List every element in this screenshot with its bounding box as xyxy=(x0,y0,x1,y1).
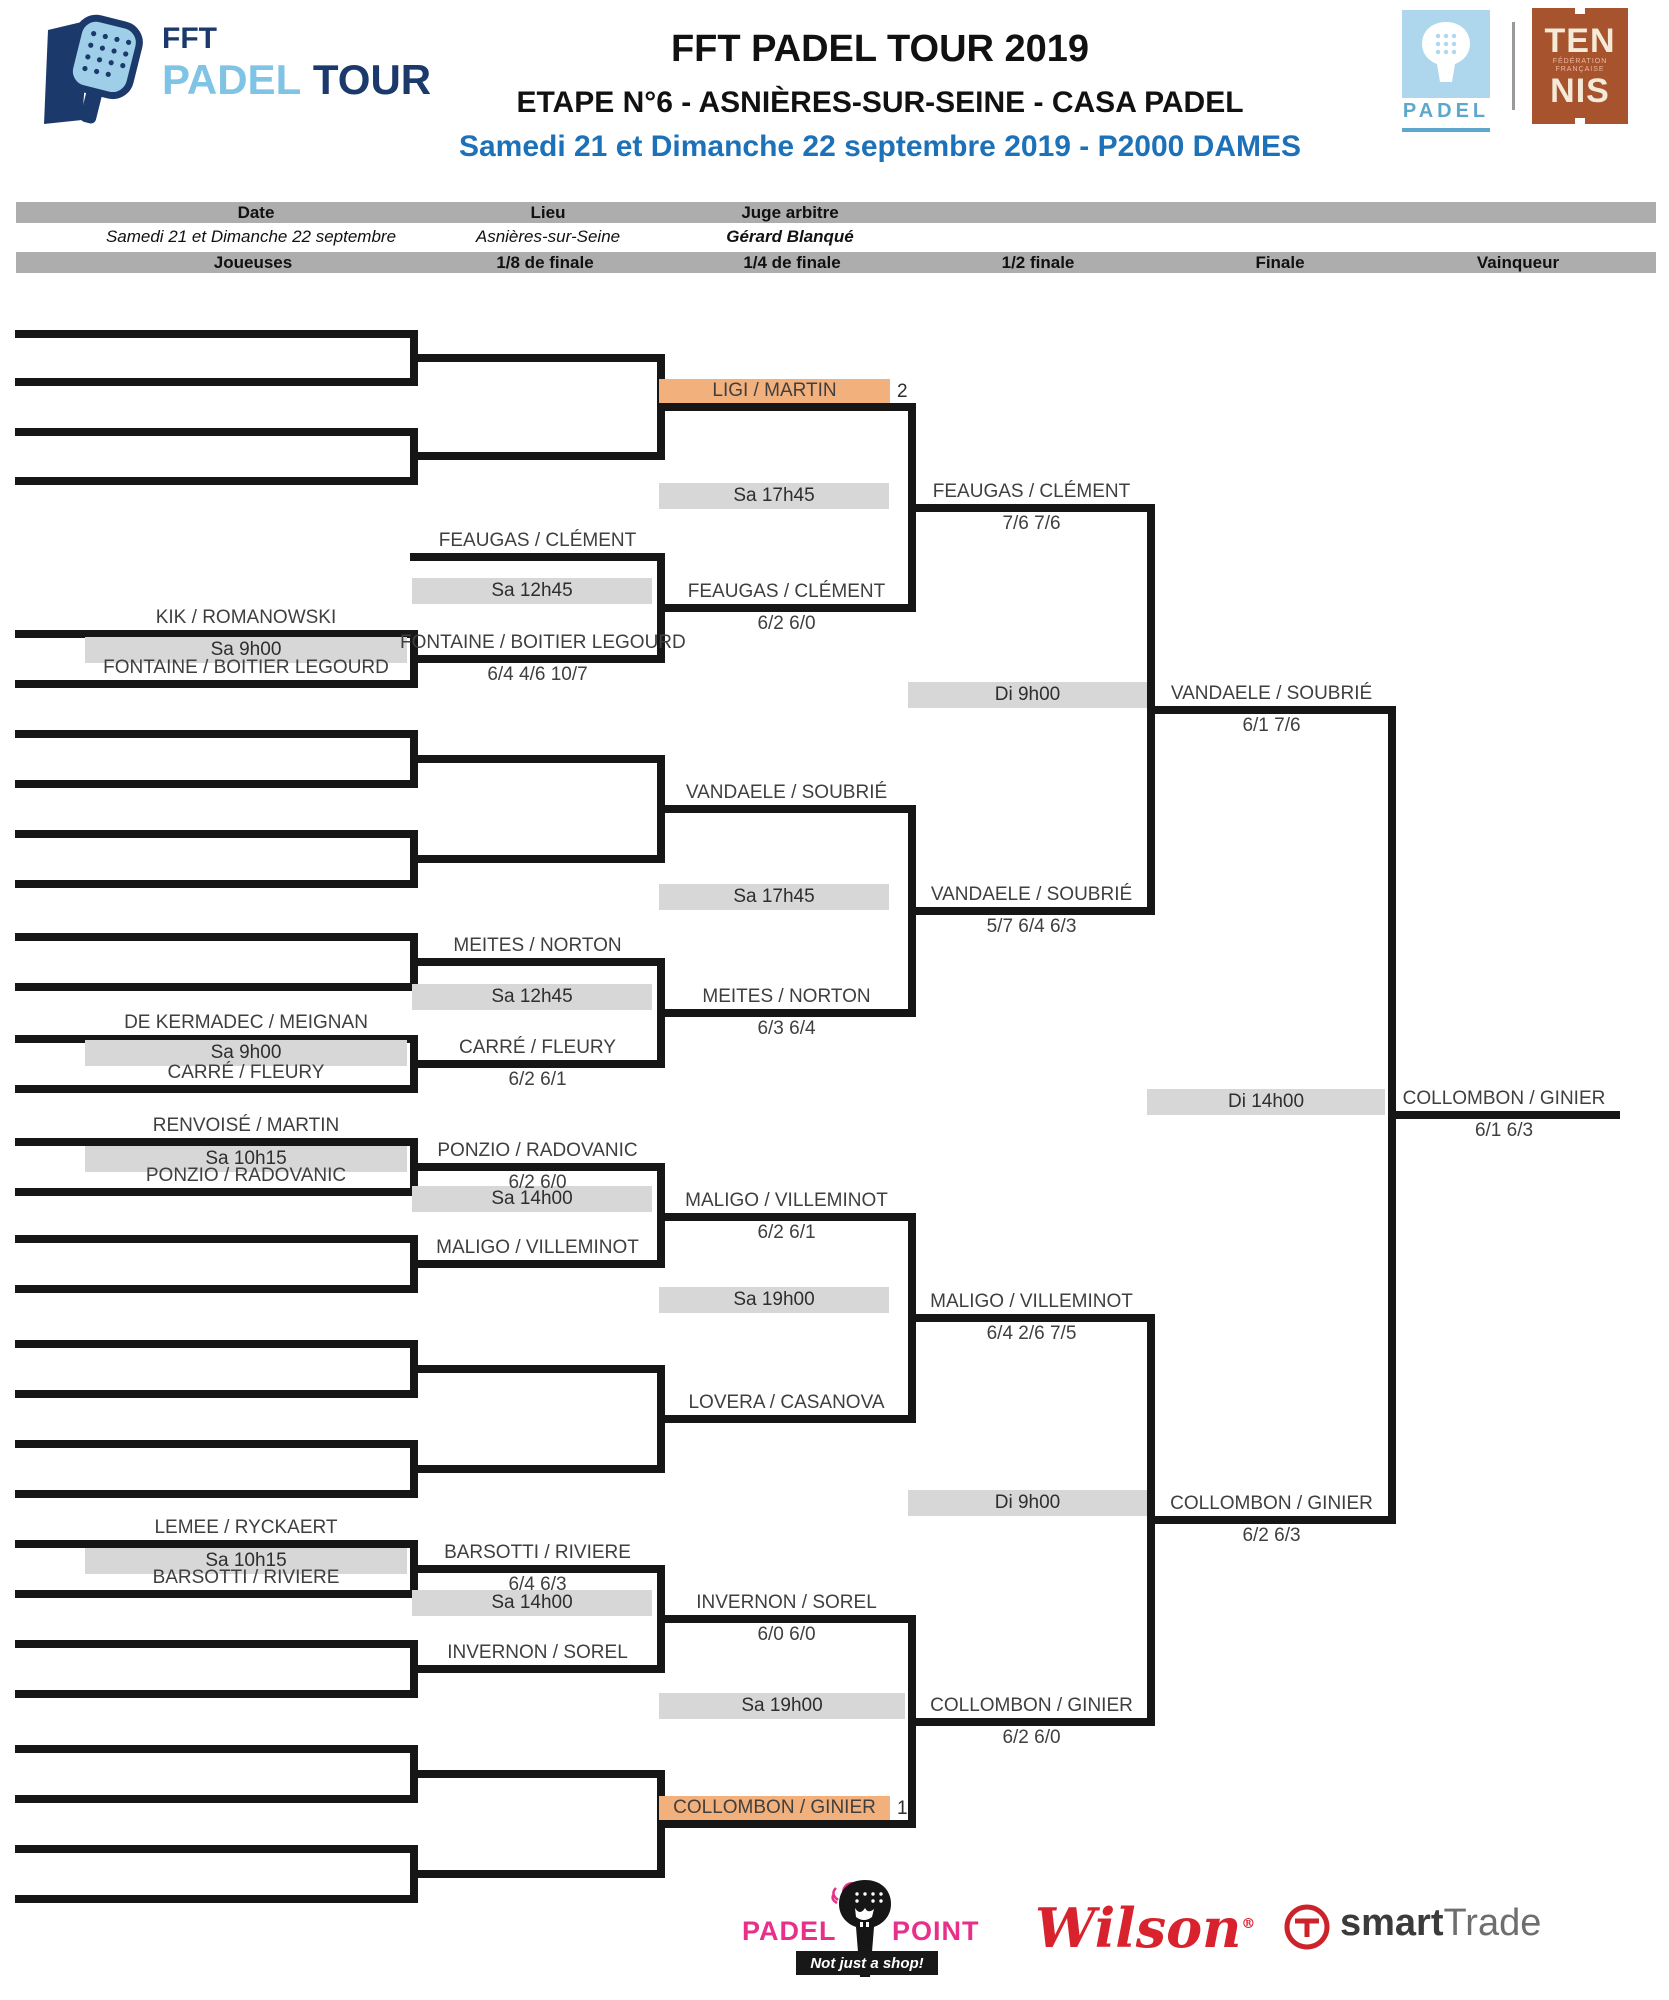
final-line-vandaele xyxy=(1147,706,1396,714)
winner-score: 6/1 6/3 xyxy=(1474,1120,1534,1141)
entry-line xyxy=(15,1390,418,1398)
r16-line xyxy=(410,1365,665,1373)
score-label: 6/4 2/6 7/5 xyxy=(986,1323,1077,1344)
info-col-date: Date xyxy=(237,203,275,222)
team-label: FEAUGAS / CLÉMENT xyxy=(932,481,1131,502)
r16-line-maligo xyxy=(410,1260,665,1268)
entry-line xyxy=(15,983,418,991)
info-date-value: Samedi 21 et Dimanche 22 septembre xyxy=(105,227,397,246)
team-label: BARSOTTI / RIVIERE xyxy=(444,1542,631,1563)
winner-label: COLLOMBON / GINIER xyxy=(1402,1088,1606,1109)
smarttrade-icon xyxy=(1283,1903,1331,1951)
time-bar: Di 14h00 xyxy=(1147,1089,1385,1115)
logo-divider xyxy=(1512,22,1515,110)
time-bar: Di 9h00 xyxy=(908,682,1147,708)
entry-line xyxy=(15,1640,418,1648)
r16-line-barsotti xyxy=(410,1565,665,1573)
smarttrade-logo: smartTrade xyxy=(1340,1902,1542,1944)
tennis-logo-bottom: NIS xyxy=(1550,72,1610,110)
team-label: COLLOMBON / GINIER xyxy=(1170,1493,1373,1514)
padel-point-word-padel: PADEL xyxy=(742,1916,837,1946)
r16-line xyxy=(410,1770,665,1778)
entry-line-ponzio xyxy=(15,1188,418,1196)
r16-line xyxy=(410,855,665,863)
team-label: MEITES / NORTON xyxy=(702,986,871,1007)
round-header-huitieme: 1/8 de finale xyxy=(496,253,594,272)
score-label: 6/1 7/6 xyxy=(1242,715,1301,736)
time-bar: Sa 19h00 xyxy=(659,1287,889,1313)
qf-line-meites xyxy=(657,1009,916,1017)
team-label: DE KERMADEC / MEIGNAN xyxy=(124,1012,368,1033)
team-label: VANDAELE / SOUBRIÉ xyxy=(930,884,1133,905)
team-label: VANDAELE / SOUBRIÉ xyxy=(1170,683,1373,704)
entry-line-lemee xyxy=(15,1540,418,1548)
team-label: COLLOMBON / GINIER xyxy=(930,1695,1133,1716)
time-bar: Di 9h00 xyxy=(908,1490,1147,1516)
seed-number: 2 xyxy=(897,381,908,402)
team-label: PONZIO / RADOVANIC xyxy=(437,1140,638,1161)
team-label: LEMEE / RYCKAERT xyxy=(154,1517,338,1538)
time-bar: Sa 19h00 xyxy=(659,1693,905,1719)
team-label: VANDAELE / SOUBRIÉ xyxy=(685,782,888,803)
tennis-badge-notch-top xyxy=(1575,8,1585,14)
round-header-finale: Finale xyxy=(1255,253,1305,272)
wilson-logo: Wilson® xyxy=(1035,1896,1256,1960)
team-label: RENVOISÉ / MARTIN xyxy=(152,1115,340,1136)
entry-line xyxy=(15,1745,418,1753)
score-label: 6/2 6/0 xyxy=(508,1172,567,1193)
score-label: 6/0 6/0 xyxy=(757,1624,816,1645)
entry-line xyxy=(15,933,418,941)
qf-line-invernon xyxy=(657,1615,916,1623)
seeded-team-ligi: LIGI / MARTIN xyxy=(659,379,890,403)
team-label: FEAUGAS / CLÉMENT xyxy=(438,530,637,551)
team-label: MALIGO / VILLEMINOT xyxy=(436,1237,639,1258)
entry-line xyxy=(15,880,418,888)
team-label: CARRÉ / FLEURY xyxy=(167,1062,325,1083)
team-label: BARSOTTI / RIVIERE xyxy=(152,1567,340,1588)
round-header-joueuses: Joueuses xyxy=(213,253,293,272)
time-bar: Sa 9h00 xyxy=(85,1040,407,1066)
qf-line-vandaele xyxy=(657,805,916,813)
entry-line xyxy=(15,730,418,738)
sf-line-collombon xyxy=(908,1718,1155,1726)
tour-logo-word: TOUR xyxy=(312,56,432,103)
score-label: 7/6 7/6 xyxy=(1002,513,1061,534)
seeded-team-collombon: COLLOMBON / GINIER xyxy=(659,1796,890,1820)
time-bar: Sa 9h00 xyxy=(85,637,407,663)
winner-line xyxy=(1388,1111,1620,1119)
seed-number: 1 xyxy=(897,1798,908,1819)
entry-line xyxy=(15,1285,418,1293)
entry-line xyxy=(15,477,418,485)
team-label: INVERNON / SOREL xyxy=(447,1642,628,1663)
round-header-quart: 1/4 de finale xyxy=(743,253,841,272)
r16-line-ponzio xyxy=(410,1163,665,1171)
r16-line-meites xyxy=(410,958,665,966)
team-label: FONTAINE / BOITIER LEGOURD xyxy=(400,632,686,653)
padel-badge-label: PADEL xyxy=(1402,100,1490,122)
entry-line xyxy=(15,1895,418,1903)
entry-line xyxy=(15,1845,418,1853)
entry-line xyxy=(15,780,418,788)
entry-line xyxy=(15,1340,418,1348)
entry-line xyxy=(15,1235,418,1243)
tennis-badge-notch-bottom xyxy=(1575,118,1585,124)
r16-line-invernon xyxy=(410,1665,665,1673)
fft-logo-text: FFT xyxy=(162,22,217,55)
time-bar: Sa 17h45 xyxy=(659,483,889,509)
entry-line-renvoise xyxy=(15,1138,418,1146)
r16-line xyxy=(410,1465,665,1473)
team-label: LOVERA / CASANOVA xyxy=(688,1392,885,1413)
qf-line-lovera xyxy=(657,1415,916,1423)
qf-line-ligi xyxy=(657,403,916,411)
tennis-logo-top: TEN xyxy=(1544,22,1616,60)
team-label: KIK / ROMANOWSKI xyxy=(155,607,337,628)
entry-line-fontaine xyxy=(15,680,418,688)
round-header-demi: 1/2 finale xyxy=(1001,253,1075,272)
score-label: 6/2 6/1 xyxy=(757,1222,816,1243)
entry-line xyxy=(15,1440,418,1448)
qf-line-collombon xyxy=(657,1820,916,1828)
entry-line xyxy=(15,830,418,838)
entry-line xyxy=(15,428,418,436)
team-label: FONTAINE / BOITIER LEGOURD xyxy=(103,657,389,678)
qf-line-maligo xyxy=(657,1213,916,1221)
tennis-logo-middle: FÉDÉRATION FRANÇAISE xyxy=(1552,58,1608,73)
score-label: 6/4 6/3 xyxy=(508,1574,567,1595)
time-bar: Sa 14h00 xyxy=(412,1186,652,1212)
time-bar: Sa 12h45 xyxy=(412,984,652,1010)
info-lieu-value: Asnières-sur-Seine xyxy=(475,227,621,246)
team-label: CARRÉ / FLEURY xyxy=(459,1037,616,1058)
final-line-collombon xyxy=(1147,1516,1396,1524)
page-subtitle: ETAPE N°6 - ASNIÈRES-SUR-SEINE - CASA PADEL xyxy=(516,86,1244,119)
team-label: FEAUGAS / CLÉMENT xyxy=(687,581,886,602)
score-label: 6/2 6/0 xyxy=(1002,1727,1061,1748)
time-bar: Sa 14h00 xyxy=(412,1590,652,1616)
padel-point-word-point: POINT xyxy=(892,1916,980,1946)
r16-line xyxy=(410,452,665,460)
qf-line-feaugas xyxy=(657,604,916,612)
score-label: 5/7 6/4 6/3 xyxy=(986,916,1077,937)
team-label: MALIGO / VILLEMINOT xyxy=(930,1291,1133,1312)
sf-line-maligo xyxy=(908,1314,1155,1322)
info-col-lieu: Lieu xyxy=(530,203,566,222)
score-label: 6/4 4/6 10/7 xyxy=(487,664,588,685)
r16-line-fontaine xyxy=(410,655,665,663)
entry-line xyxy=(15,1795,418,1803)
registered-icon: ® xyxy=(1241,1916,1256,1932)
team-label: MEITES / NORTON xyxy=(453,935,622,956)
team-label: PONZIO / RADOVANIC xyxy=(145,1165,347,1186)
score-label: 6/2 6/0 xyxy=(757,613,816,634)
entry-line xyxy=(15,1490,418,1498)
score-label: 6/3 6/4 xyxy=(757,1018,816,1039)
team-label: INVERNON / SOREL xyxy=(696,1592,877,1613)
round-header-vainqueur: Vainqueur xyxy=(1476,253,1560,272)
entry-line xyxy=(15,330,418,338)
page-dateline: Samedi 21 et Dimanche 22 septembre 2019 - P2000 DAMES xyxy=(458,130,1302,163)
r16-line-carre xyxy=(410,1060,665,1068)
fft-tennis-logo xyxy=(1532,8,1628,124)
entry-line xyxy=(15,1690,418,1698)
time-bar: Sa 12h45 xyxy=(412,578,652,604)
team-label: MALIGO / VILLEMINOT xyxy=(685,1190,888,1211)
info-col-juge: Juge arbitre xyxy=(741,203,839,222)
padel-badge-icon xyxy=(1402,10,1490,98)
entry-line-barsotti xyxy=(15,1590,418,1598)
time-bar: Sa 10h15 xyxy=(85,1146,407,1172)
r16-line xyxy=(410,354,665,362)
score-label: 6/2 6/3 xyxy=(1242,1525,1301,1546)
padel-badge-underline xyxy=(1402,128,1490,132)
r16-line-feaugas xyxy=(410,553,665,561)
time-bar: Sa 10h15 xyxy=(85,1548,407,1574)
r16-line xyxy=(410,1870,665,1878)
r16-line xyxy=(410,755,665,763)
sf-line-vandaele xyxy=(908,907,1155,915)
sf-line-feaugas xyxy=(908,504,1155,512)
entry-line-carre xyxy=(15,1085,418,1093)
info-juge-value: Gérard Blanqué xyxy=(726,227,854,246)
time-bar: Sa 17h45 xyxy=(659,884,889,910)
padel-point-tagline: Not just a shop! xyxy=(796,1951,938,1975)
entry-line xyxy=(15,378,418,386)
page-title: FFT PADEL TOUR 2019 xyxy=(670,28,1090,70)
score-label: 6/2 6/1 xyxy=(508,1069,567,1090)
fft-padel-tour-racket-icon xyxy=(30,12,155,137)
padel-logo-word: PADEL xyxy=(162,56,302,103)
